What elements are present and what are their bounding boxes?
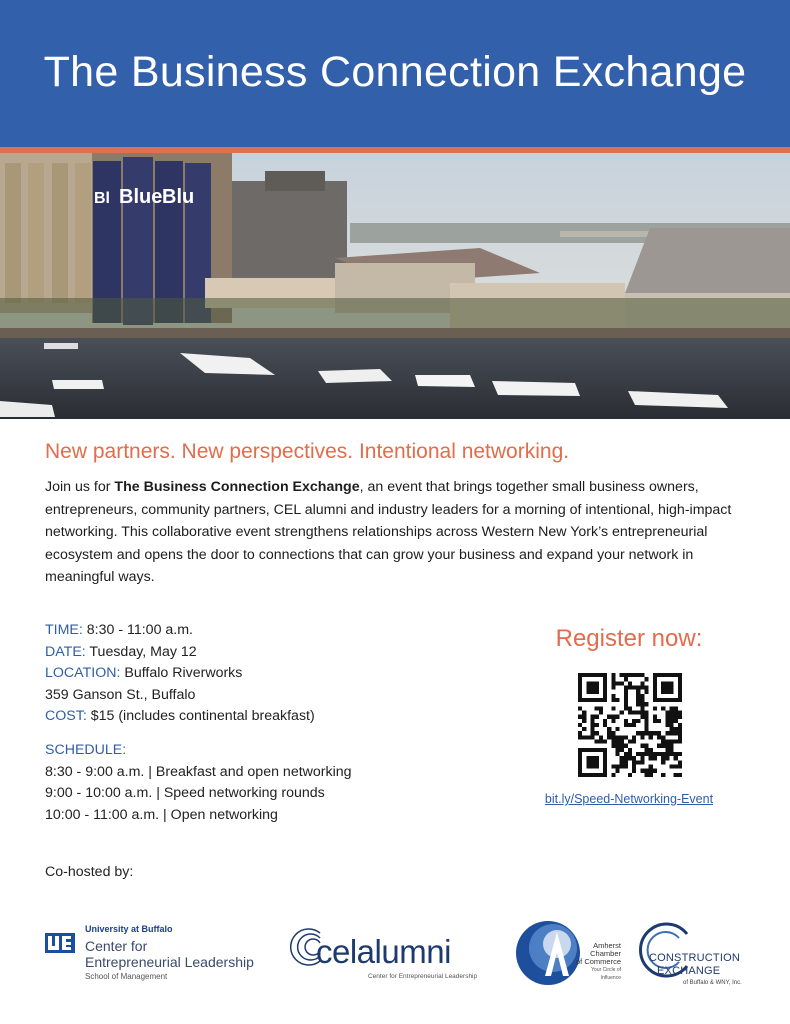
svg-text:Blue: Blue (119, 186, 163, 208)
ub-center-line1: Center for (85, 938, 148, 954)
svg-text:Blu: Blu (162, 186, 195, 208)
schedule-label: SCHEDULE: (45, 742, 127, 758)
schedule-item: 8:30 - 9:00 a.m. | Breakfast and open networking (45, 763, 352, 780)
time-label: TIME: (45, 622, 83, 638)
schedule-item: 9:00 - 10:00 a.m. | Speed networking rounds (45, 785, 325, 801)
location-value: Buffalo Riverworks (120, 665, 243, 681)
amherst-text (573, 942, 621, 982)
intro-paragraph (45, 476, 745, 589)
amherst-sub: Your Circle of Influence (591, 967, 621, 981)
ub-mark-icon (45, 933, 75, 953)
svg-text:Bl: Bl (94, 190, 110, 207)
cel-subtitle: Center for Entrepreneurial Leadership (368, 973, 478, 980)
cx-line3: of Buffalo & WNY, Inc. (683, 980, 742, 986)
celalumni-logo (290, 925, 485, 985)
intro-event-name: The Business Connection Exchange (114, 479, 360, 495)
cost-value: $15 (includes continental breakfast) (86, 708, 315, 724)
cost-row (45, 706, 315, 728)
location-label: LOCATION: (45, 665, 121, 681)
intro-text-rest: , an event that brings together small business owners, entrepreneurs, community partners, CEL alumni and industry leaders for a morning of intentional, high-impact networking. This collaborative event strengthens relationships across Western New York’s entrepreneurial ecosystem and opens the door to connections that can grow your business and expand your network in meaningful ways. (45, 479, 732, 585)
ub-cel-logo (45, 925, 265, 985)
register-link[interactable]: bit.ly/Speed-Networking-Event (544, 792, 714, 806)
time-row (45, 620, 315, 642)
schedule-item: 10:00 - 11:00 a.m. | Open networking (45, 806, 278, 823)
ub-university: University at Buffalo (85, 924, 173, 934)
cost-label: COST: (45, 708, 87, 724)
tagline: New partners. New perspectives. Intentional networking. (45, 440, 570, 463)
schedule (45, 740, 352, 826)
amherst-chamber-logo (515, 918, 620, 988)
header-banner (0, 0, 790, 147)
event-details (45, 620, 315, 728)
ub-center-line2: Entrepreneurial Leadership (85, 954, 254, 970)
date-row (45, 642, 315, 664)
intro-text-start: Join us for (45, 479, 115, 495)
date-label: DATE: (45, 643, 86, 660)
cx-line1: CONSTRUCTION (649, 952, 741, 964)
cx-line2: EXCHANGE (657, 965, 721, 977)
riverfront-photo (0, 153, 790, 419)
amherst-line3: of Commerce (575, 957, 621, 966)
cohost-label: Co-hosted by: (45, 864, 134, 880)
amherst-line1: Amherst (593, 941, 621, 950)
construction-exchange-logo (633, 920, 763, 990)
address-row: 359 Ganson St., Buffalo (45, 686, 196, 703)
register-heading: Register now: (555, 625, 703, 652)
amherst-line2: Chamber (590, 949, 621, 958)
date-value: Tuesday, May 12 (85, 643, 197, 660)
location-row (45, 663, 315, 685)
page-title: The Business Connection Exchange (43, 48, 747, 96)
qr-code-icon[interactable] (578, 673, 682, 777)
cel-wordmark: celalumni (316, 933, 451, 970)
ub-text (85, 925, 254, 981)
time-value: 8:30 - 11:00 a.m. (82, 622, 193, 638)
ub-school: School of Management (85, 972, 168, 981)
